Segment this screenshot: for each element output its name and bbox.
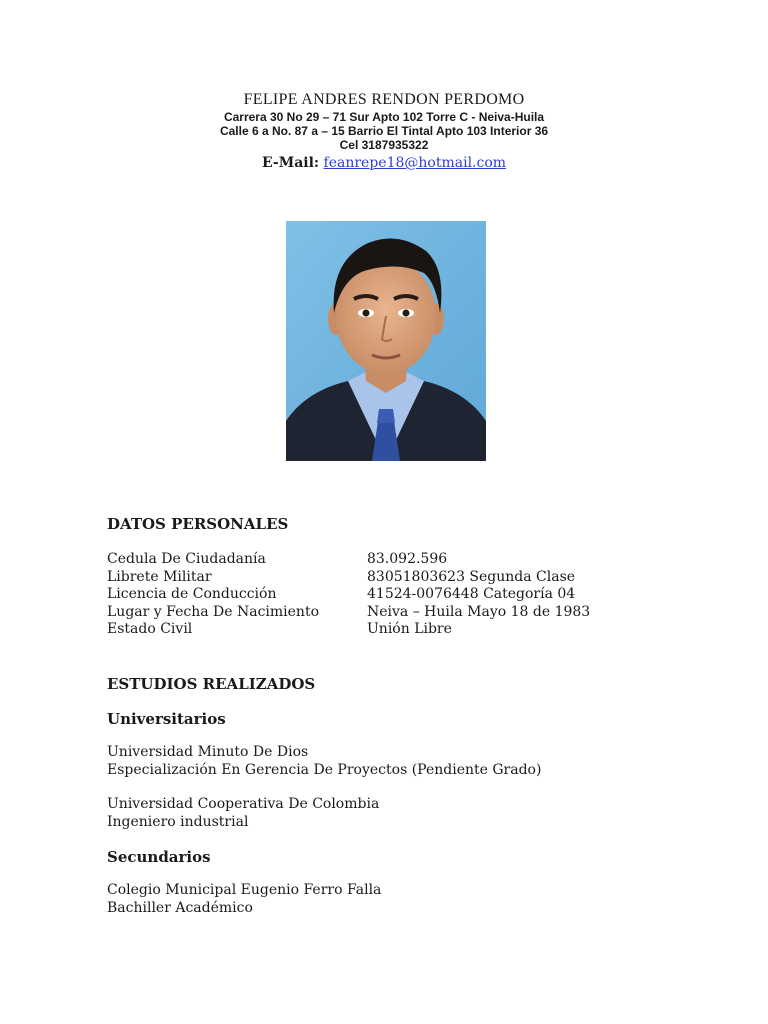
personal-row [107, 604, 707, 622]
personal-data-heading: DATOS PERSONALES [107, 515, 289, 533]
email-label: E-Mail: [261, 155, 320, 171]
university-program: Especialización En Gerencia De Proyectos (Pendiente Grado) [107, 761, 542, 778]
school-name: Colegio Municipal Eugenio Ferro Falla [107, 882, 382, 899]
personal-label: Cedula De Ciudadanía [107, 551, 266, 567]
personal-row [107, 551, 707, 569]
school-degree: Bachiller Académico [107, 899, 253, 916]
studies-heading: ESTUDIOS REALIZADOS [107, 674, 316, 693]
cv-body [107, 514, 707, 918]
university-program: Ingeniero industrial [107, 813, 249, 830]
full-name: FELIPE ANDRES RENDON PERDOMO [243, 91, 525, 108]
personal-row [107, 621, 707, 639]
personal-label: Librete Militar [107, 568, 212, 585]
university-name: Universidad Cooperativa De Colombia [107, 796, 380, 813]
cv-header [0, 90, 768, 173]
email-link[interactable]: feanrepe18@hotmail.com [323, 155, 507, 171]
personal-value: 41524-0076448 Categoría 04 [367, 586, 576, 603]
address-line-1: Carrera 30 No 29 – 71 Sur Apto 102 Torre C - Neiva-Huila [223, 110, 545, 124]
personal-value: Neiva – Huila Mayo 18 de 1983 [367, 603, 591, 620]
university-name: Universidad Minuto De Dios [107, 743, 309, 760]
personal-label: Estado Civil [107, 621, 193, 638]
personal-row [107, 586, 707, 604]
personal-value: 83051803623 Segunda Clase [367, 568, 576, 585]
secondary-heading: Secundarios [107, 848, 211, 867]
personal-label: Lugar y Fecha De Nacimiento [107, 603, 319, 620]
personal-label: Licencia de Conducción [107, 586, 277, 603]
university-heading: Universitarios [107, 709, 226, 728]
phone-number: Cel 3187935322 [339, 138, 429, 152]
profile-photo [286, 221, 486, 461]
personal-row [107, 569, 707, 587]
email-line [0, 153, 768, 173]
personal-value: Unión Libre [367, 621, 452, 638]
person-portrait-image [286, 221, 486, 461]
address-line-2: Calle 6 a No. 87 a – 15 Barrio El Tintal Apto 103 Interior 36 [219, 124, 549, 138]
personal-value: 83.092.596 [367, 551, 448, 567]
